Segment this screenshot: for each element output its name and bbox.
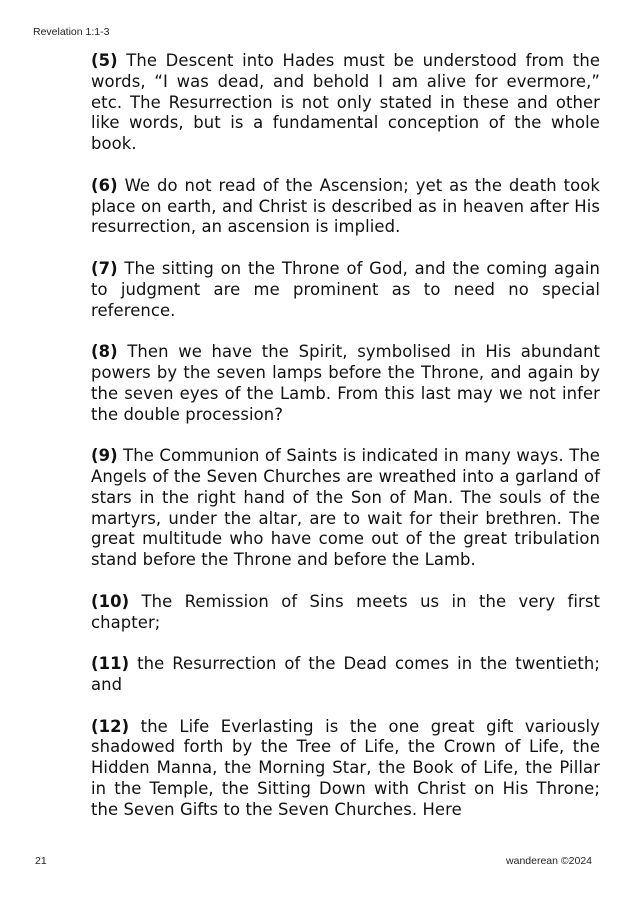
paragraph-number: (10) bbox=[91, 591, 130, 611]
paragraph-5 bbox=[91, 51, 600, 155]
paragraph-number: (12) bbox=[91, 716, 130, 736]
paragraph-number: (6) bbox=[91, 175, 118, 195]
paragraph-10 bbox=[91, 592, 600, 634]
paragraph-number: (5) bbox=[91, 51, 118, 70]
page-body bbox=[91, 51, 600, 841]
paragraph-text: the Resurrection of the Dead comes in the twentieth; and bbox=[91, 654, 601, 694]
paragraph-text: the Life Everlasting is the one great gift variously shadowed forth by the Tree of Life, the Crown of Life, the Hidden Manna, the Morning Star, the Book of Life, the Pillar in the Temple, the Sitting Down with Christ on His Throne; the Seven Gifts to the Seven Churches. Here bbox=[91, 716, 600, 819]
page-number: 21 bbox=[35, 855, 47, 867]
running-header: Revelation 1:1-3 bbox=[33, 26, 110, 38]
paragraph-6 bbox=[91, 176, 600, 238]
paragraph-number: (9) bbox=[91, 446, 118, 466]
paragraph-text: The Communion of Saints is indicated in many ways. The Angels of the Seven Churches are wreathed into a garland of stars in the right hand of the Son of Man. The souls of the martyrs, under the altar, are to wait for their brethren. The great multitude who have come out of the great tribulation stand before the Throne and before the Lamb. bbox=[91, 446, 600, 570]
paragraph-12 bbox=[91, 717, 600, 821]
paragraph-text: Then we have the Spirit, symbolised in His abundant powers by the seven lamps before the Throne, and again by the seven eyes of the Lamb. From this last may we not infer the double procession? bbox=[91, 342, 600, 424]
paragraph-text: The sitting on the Throne of God, and the coming again to judgment are me prominent as to need no special reference. bbox=[91, 258, 600, 320]
paragraph-9 bbox=[91, 446, 600, 571]
paragraph-8 bbox=[91, 342, 600, 425]
paragraph-number: (8) bbox=[91, 342, 118, 362]
paragraph-11 bbox=[91, 654, 600, 696]
copyright-notice: wanderean ©2024 bbox=[506, 855, 592, 867]
paragraph-number: (11) bbox=[91, 654, 130, 674]
paragraph-text: The Descent into Hades must be understood from the words, “I was dead, and behold I am alive for evermore,” etc. The Resurrection is not only stated in these and other like words, but is a fundamental conception of the whole book. bbox=[91, 51, 600, 154]
paragraph-text: We do not read of the Ascension; yet as the death took place on earth, and Christ is described as in heaven after His resurrection, an ascension is implied. bbox=[91, 175, 601, 237]
paragraph-7 bbox=[91, 259, 600, 321]
paragraph-text: The Remission of Sins meets us in the very first chapter; bbox=[91, 591, 601, 632]
paragraph-number: (7) bbox=[91, 258, 118, 278]
